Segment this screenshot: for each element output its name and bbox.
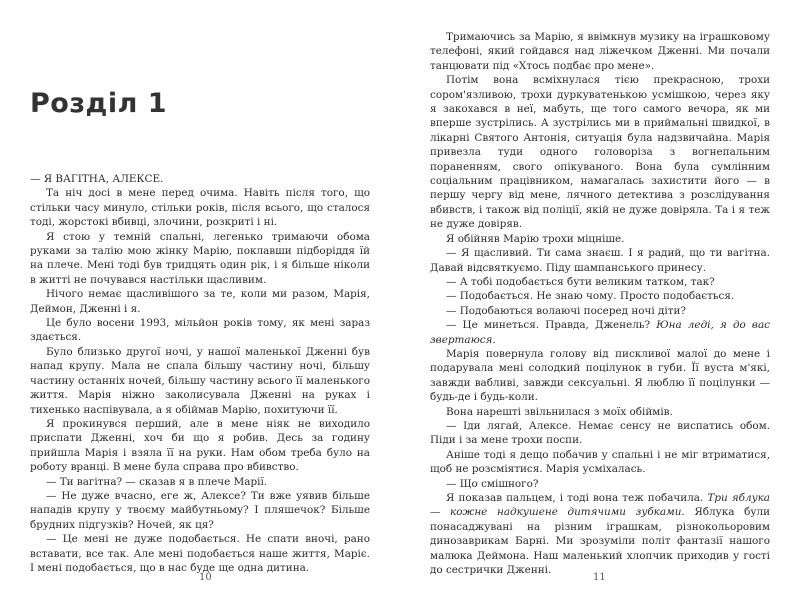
paragraph-text: Я показав пальцем, і тоді вона теж побачила. [446, 492, 704, 504]
paragraph: Та ніч досі в мене перед очима. Навіть після того, що стільки часу минуло, стільки років, після всього, що сталося тоді, жорстокі вбивці, злочини, розкриті і ні. [30, 187, 370, 229]
paragraph: — Що смішного? [446, 477, 539, 490]
paragraph: — Я щасливий. Ти сама знаєш. І я радий, що ти вагітна. Давай відсвяткуємо. Піду шампанського принесу. [430, 247, 770, 274]
paragraph: Марія повернула голову від пискливої малої до мене і подарувала мені солодкий поцілунок в губи. Її вуста м'які, завжди вабливі, завжди сексуальні. Я люблю її поцілунки — будь-де і будь-коли. [430, 347, 770, 404]
page-number: 10 [199, 572, 212, 583]
paragraph: Потім вона всміхнулася тією прекрасною, трохи сором'язливою, трохи дуркуватенькою усмішкою, через яку я закохався в неї, мабуть, ще того самого вечора, як ми вперше зустрілись. А зустрілись ми в приймальні швидкої, в лікарні Святого Антонія, ситуація була надзвичайна. Марія привезла туди одного головоріза з вогнепальним пораненням, свого опікуваного. Вона була сумлінним соціальним працівником, намагалась захистити його — в першу чергу від мене, лячного детектива з розслідування вбивств, і також від поліції, якій не дуже довіряла. Та і я теж не дуже довіряв. [430, 74, 770, 231]
paragraph: Тримаючись за Марію, я ввімкнув музику на іграшковому телефоні, який гойдався над ліжечком Дженні. Ми почали танцювати під «Хтось подбає про мене». [430, 31, 770, 72]
paragraph [430, 491, 770, 577]
paragraph: Я прокинувся перший, але в мене ніяк не виходило приспати Дженні, хоч би що я робив. Десь за годину прийшла Марія і взяла її на руки. Нам обом треба було на роботу вранці. В мене була справа про вбивство. [30, 417, 370, 474]
paragraph: — Це мені не дуже подобається. Не спати вночі, рано вставати, все так. Але мені подобається наше життя, Маріє. І мені подобається, що в нас буде ще одна дитина. [30, 533, 370, 574]
paragraph: Нічого немає щасливішого за те, коли ми разом, Марія, Деймон, Дженні і я. [30, 288, 370, 315]
italic-text: Три яблука [707, 492, 770, 504]
italic-text: — кожне надкушене дитячими зубками. [430, 506, 685, 519]
paragraph: — Подобається. Не знаю чому. Просто подобається. [446, 290, 735, 303]
paragraph: — Не дуже вчасно, еге ж, Алексе? Ти вже уявив більше нападів крупу у твоєму майбутньому? І пляшечок? Більше брудних підгузків? Ночей, як ця? [30, 489, 370, 531]
chapter-title: Розділ 1 [30, 88, 168, 119]
right-page [400, 0, 800, 616]
paragraph: Було близько другої ночі, у нашої маленької Дженні був напад крупу. Мала не спала більшу частину ночі, більшу частину останніх ночей, більшу частину всього її маленького життя. Марія ніжно заколисувала Дженні на руках і тихенько наспівувала, а я обіймав Марію, похитуючи її. [30, 345, 370, 416]
paragraph: Я обійняв Марію трохи міцніше. [446, 232, 625, 245]
paragraph: — Ти вагітна? — сказав я в плече Марії. [46, 475, 268, 488]
paragraph-text: — Це минеться. Правда, Дженель? [446, 319, 651, 332]
paragraph-text: Яблука були понасаджувані на різним іграшкам, різнокольоровим динозаврикам Барні. Ми зрозуміли політ фантазії нашого малюка Деймона. Наш маленький хлопчик приходив у гості до сестрички Дженні. [430, 506, 770, 577]
left-page-text [30, 172, 370, 575]
paragraph: — А тобі подобається бути великим татком, так? [446, 275, 715, 288]
paragraph: Я стою у темній спальні, легенько тримаючи обома руками за талію мою жінку Марію, поклавши підборіддя їй на плече. Мені тоді був тридцять один рік, і я більше ніколи в житті не почувався настільки щасливим. [30, 230, 370, 286]
italic-text: Юна леді, я до вас звертаюся. [430, 319, 770, 346]
paragraph [430, 318, 770, 347]
paragraph: Аніше тоді я дещо побачив у спальні і не міг втриматися, щоб не розсміятися. Марія усміхалась. [430, 448, 770, 476]
paragraph: — Іди лягай, Алексе. Немає сенсу не виспатись обом. Піди і за мене трохи поспи. [430, 419, 770, 447]
paragraph: Вона нарешті звільнилася з моїх обіймів. [446, 405, 673, 418]
right-page-text [430, 30, 770, 577]
page-number: 11 [593, 572, 606, 583]
paragraph: — Я ВАГІТНА, АЛЕКСЕ. [30, 173, 164, 185]
paragraph: — Подобаються волаючі посеред ночі діти? [446, 304, 686, 317]
paragraph: Це було восени 1993, мільйон років тому, як мені зараз здається. [30, 317, 370, 344]
